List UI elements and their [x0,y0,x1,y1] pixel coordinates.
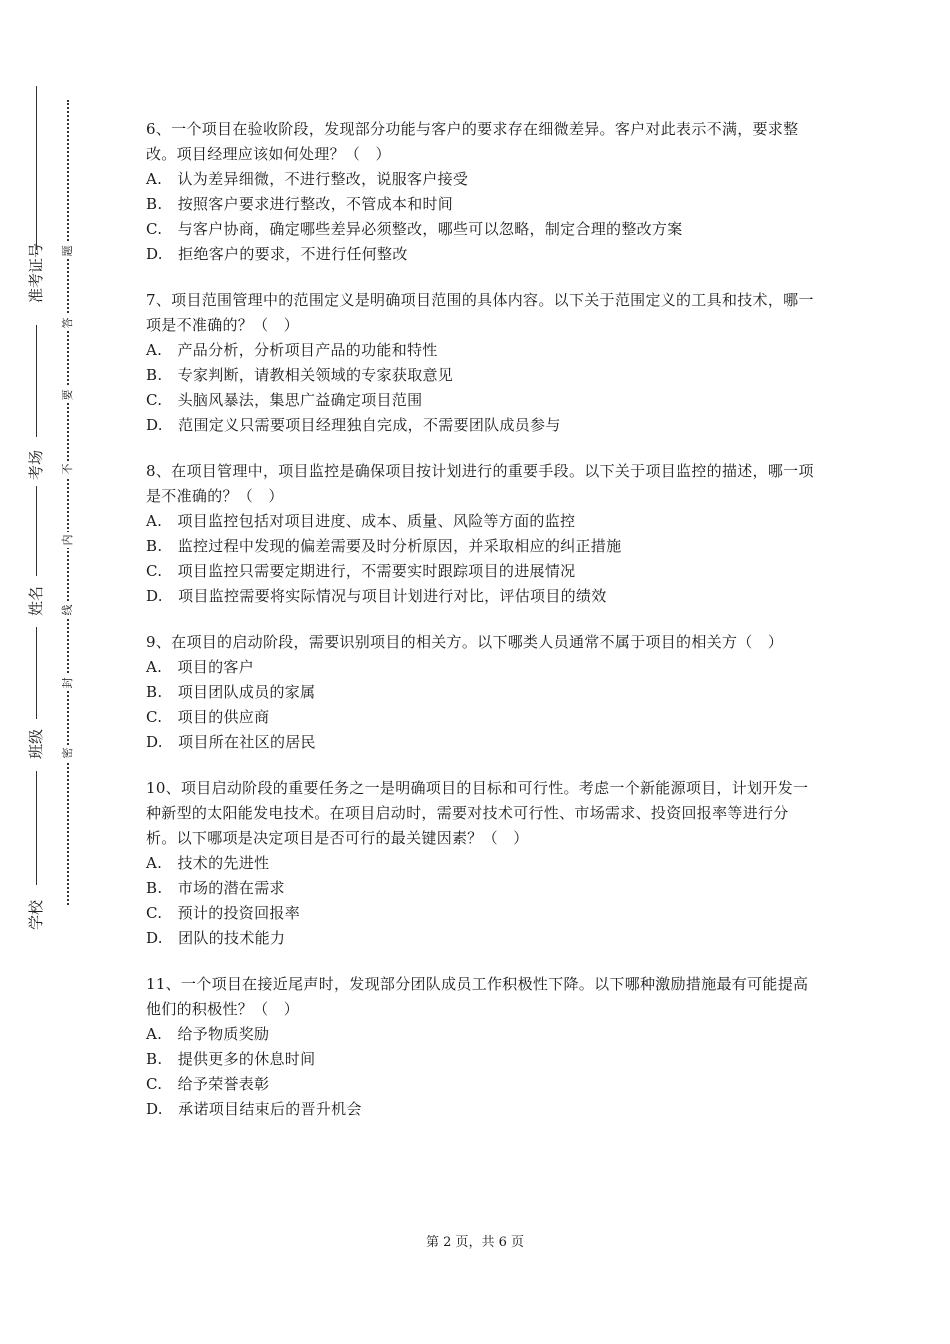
option-list [146,167,816,267]
field-line [36,86,37,250]
question-10 [146,776,816,951]
question-7 [146,288,816,438]
option-b: B. 市场的潜在需求 [146,879,285,897]
option-list [146,851,816,951]
option-c: C. 与客户协商，确定哪些差异必须整改，哪些可以忽略，制定合理的整改方案 [146,220,683,238]
option-list [146,1022,816,1122]
option-b: B. 监控过程中发现的偏差需要及时分析原因，并采取相应的纠正措施 [146,537,622,555]
option-b: B. 项目团队成员的家属 [146,683,316,701]
option-b: B. 专家判断，请教相关领域的专家获取意见 [146,366,454,384]
seal-char: 要 [62,387,74,403]
option-d: D. 范围定义只需要项目经理独自完成，不需要团队成员参与 [146,416,561,434]
option-a: A. 技术的先进性 [146,854,270,872]
seal-char: 不 [62,461,74,477]
option-list [146,509,816,609]
field-line [36,325,37,437]
question-stem: 10、项目启动阶段的重要任务之一是明确项目的目标和可行性。考虑一个新能源项目，计划开发一种新型的太阳能发电技术。在项目启动时，需要对技术可行性、市场需求、投资回报率等进行分析。以下哪项是决定项目是否可行的最关键因素？（ ） [146,779,809,847]
option-a: A. 认为差异细微，不进行整改，说服客户接受 [146,170,469,188]
option-c: C. 头脑风暴法，集思广益确定项目范围 [146,391,423,409]
option-c: C. 给予荣誉表彰 [146,1075,270,1093]
seal-char: 答 [62,315,74,331]
option-list [146,338,816,438]
question-stem: 8、在项目管理中，项目监控是确保项目按计划进行的重要手段。以下关于项目监控的描述，哪一项是不准确的？（ ） [146,462,814,505]
option-d: D. 承诺项目结束后的晋升机会 [146,1100,362,1118]
question-stem: 9、在项目的启动阶段，需要识别项目的相关方。以下哪类人员通常不属于项目的相关方（ ） [146,633,784,651]
seal-char: 线 [62,602,74,618]
question-8 [146,459,816,609]
question-9 [146,630,816,755]
question-stem: 7、项目范围管理中的范围定义是明确项目范围的具体内容。以下关于范围定义的工具和技术，哪一项是不准确的？（ ） [146,291,814,334]
binding-margin [0,0,74,1344]
option-b: B. 提供更多的休息时间 [146,1050,316,1068]
seal-dotted-line [67,100,69,905]
seal-char: 内 [62,532,74,548]
field-line [36,771,37,885]
seal-char: 题 [62,243,74,259]
seal-char: 封 [62,675,74,691]
option-a: A. 项目的客户 [146,658,255,676]
option-a: A. 给予物质奖励 [146,1025,270,1043]
option-d: D. 拒绝客户的要求，不进行任何整改 [146,245,408,263]
question-stem: 11、一个项目在接近尾声时，发现部分团队成员工作积极性下降。以下哪种激励措施最有可能提高他们的积极性？（ ） [146,975,809,1018]
field-line [36,486,37,576]
field-label-exam-id: 准考证号 [27,242,45,303]
field-label-exam-room: 考场 [27,449,45,480]
field-label-school: 学校 [27,899,45,930]
page-number-footer: 第 2 页，共 6 页 [425,1235,525,1250]
option-d: D. 团队的技术能力 [146,929,286,947]
option-d: D. 项目所在社区的居民 [146,733,316,751]
question-6 [146,117,816,267]
question-list [146,117,816,1143]
seal-char: 密 [62,745,74,761]
field-label-name: 姓名 [27,585,45,616]
option-a: A. 产品分析，分析项目产品的功能和特性 [146,341,438,359]
question-stem: 6、一个项目在验收阶段，发现部分功能与客户的要求存在细微差异。客户对此表示不满，要求整改。项目经理应该如何处理？（ ） [146,120,799,163]
option-list [146,655,816,755]
field-line [36,627,37,719]
option-c: C. 项目监控只需要定期进行，不需要实时跟踪项目的进展情况 [146,562,576,580]
option-d: D. 项目监控需要将实际情况与项目计划进行对比，评估项目的绩效 [146,587,607,605]
option-c: C. 预计的投资回报率 [146,904,301,922]
option-a: A. 项目监控包括对项目进度、成本、质量、风险等方面的监控 [146,512,576,530]
option-c: C. 项目的供应商 [146,708,270,726]
option-b: B. 按照客户要求进行整改，不管成本和时间 [146,195,454,213]
question-11 [146,972,816,1122]
field-label-class: 班级 [27,728,45,759]
